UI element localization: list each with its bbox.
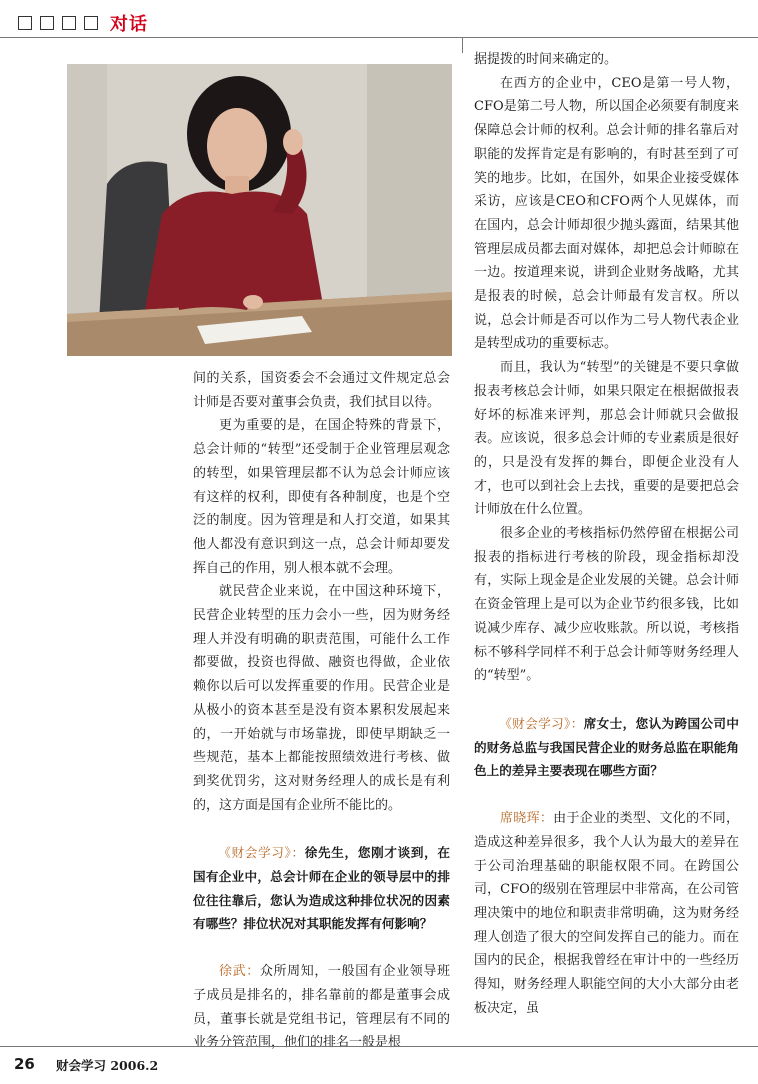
- page-number: 26: [14, 1055, 35, 1073]
- question-text: 徐先生，您刚才谈到，在国有企业中，总会计师在企业的领导层中的排位往往靠后，您认为造成这种排位状况的因素有哪些？排位状况对其职能发挥有何影响？: [193, 845, 450, 932]
- body-paragraph: 间的关系，国资委会不会通过文件规定总会计师是否要对董事会负责，我们拭目以待。: [193, 371, 450, 410]
- speaker-label: 徐武：: [219, 964, 260, 980]
- header-square-icon: [40, 16, 54, 30]
- question-text: 席女士，您认为跨国公司中的财务总监与我国民营企业的财务总监在职能角色上的差异主要表现在哪些方面？: [474, 715, 740, 779]
- section-spacer: [474, 688, 739, 712]
- header-square-icon: [84, 16, 98, 30]
- speaker-label: 《财会学习》：: [499, 715, 584, 731]
- body-paragraph: 更为重要的是，在国企特殊的背景下，总会计师的“转型”还受制于企业管理层观念的转型，如果管理层都不认为总会计师应该有这样的权利，即使有各种制度，也是个空泛的制度。因为管理是和人打交道，如果其他人都没有意识到这一点，总会计师却要发挥自己的作用，别人根本就不会理。: [193, 418, 450, 576]
- header-divider-tick: [462, 37, 463, 53]
- answer-text: 众所周知，一般国有企业领导班子成员是排名的，排名靠前的都是董事会成员，董事长就是党组书记，管理层有不同的业务分管范围，他们的排名一般是根: [193, 964, 450, 1051]
- interview-answer: [193, 960, 450, 1055]
- header-rule: [0, 37, 758, 38]
- header-square-icon: [62, 16, 76, 30]
- section-spacer: [193, 817, 450, 841]
- left-text-column: [193, 367, 450, 1055]
- section-spacer: [474, 783, 739, 807]
- section-spacer: [193, 936, 450, 960]
- interview-question: [193, 841, 450, 936]
- answer-text: 由于企业的类型、文化的不同，造成这种差异很多，我个人认为最大的差异在于公司治理基础的职能权限不同。在跨国公司，CFO的级别在管理层中非常高，在公司管理决策中的地位和职责非常明确，这为财务经理人创造了很大的空间发挥自己的能力。而在国内的民企，根据我曾经在审计中的一些经历得知，财务经理人职能空间的大小大部分由老板决定，虽: [474, 811, 739, 1016]
- page-header: [18, 10, 148, 36]
- interview-photo: [67, 64, 452, 356]
- header-square-icon: [18, 16, 32, 30]
- body-paragraph: 在西方的企业中，CEO是第一号人物，CFO是第二号人物，所以国企必须要有制度来保障总会计师的权利。总会计师的排名靠后对职能的发挥肯定是有影响的，有时甚至到了可笑的地步。比如，在国外，如果企业接受媒体采访，应该是CEO和CFO两个人见媒体，而在国内，总会计师却很少抛头露面，结果其他管理层成员都去面对媒体，却把总会计师晾在一边。按道理来说，讲到企业财务战略，尤其是报表的时候，总会计师最有发言权。所以说，总会计师是否可以作为二号人物代表企业是转型成功的重要标志。: [474, 75, 739, 352]
- body-paragraph: 就民营企业来说，在中国这种环境下，民营企业转型的压力会小一些，因为财务经理人并没有明确的职责范围，可能什么工作都要做，投资也得做、融资也得做，企业依赖你以后可以发挥重要的作用。民营企业是从极小的资本甚至是没有资本累积发展起来的，一开始就与市场靠拢，即使早期缺乏一些规范，基本上都能按照绩效进行考核、做到奖优罚劣，这对财务经理人的成长是有利的，这方面是国有企业所不能比的。: [193, 584, 450, 813]
- section-title: 对话: [110, 14, 148, 35]
- interview-photo-illustration: [67, 64, 452, 356]
- body-paragraph: 很多企业的考核指标仍然停留在根据公司报表的指标进行考核的阶段，现金指标却没有，实际上现金是企业发展的关键。总会计师在资金管理上是可以为企业节约很多钱，比如说减少库存、减少应收账款。所以说，考核指标不够科学同样不利于总会计师等财务经理人的“转型”。: [474, 526, 739, 684]
- interview-answer: [474, 807, 739, 1020]
- right-text-column: [474, 48, 739, 1020]
- interview-question: [474, 712, 739, 783]
- speaker-label: 席晓珲：: [500, 811, 554, 827]
- body-paragraph: 据提拨的时间来确定的。: [474, 52, 618, 67]
- body-paragraph: 而且，我认为“转型”的关键是不要只拿做报表考核总会计师，如果只限定在根据做报表好坏的标准来评判，那总会计师就只会做报表。应该说，很多总会计师的专业素质是很好的，只是没有发挥的舞台，即便企业没有人才，也可以到社会上去找，重要的是要把总会计师放在什么位置。: [474, 360, 739, 518]
- speaker-label: 《财会学习》：: [218, 845, 305, 861]
- page-footer: [0, 1046, 758, 1084]
- publication-issue: 财会学习 2006.2: [56, 1058, 159, 1073]
